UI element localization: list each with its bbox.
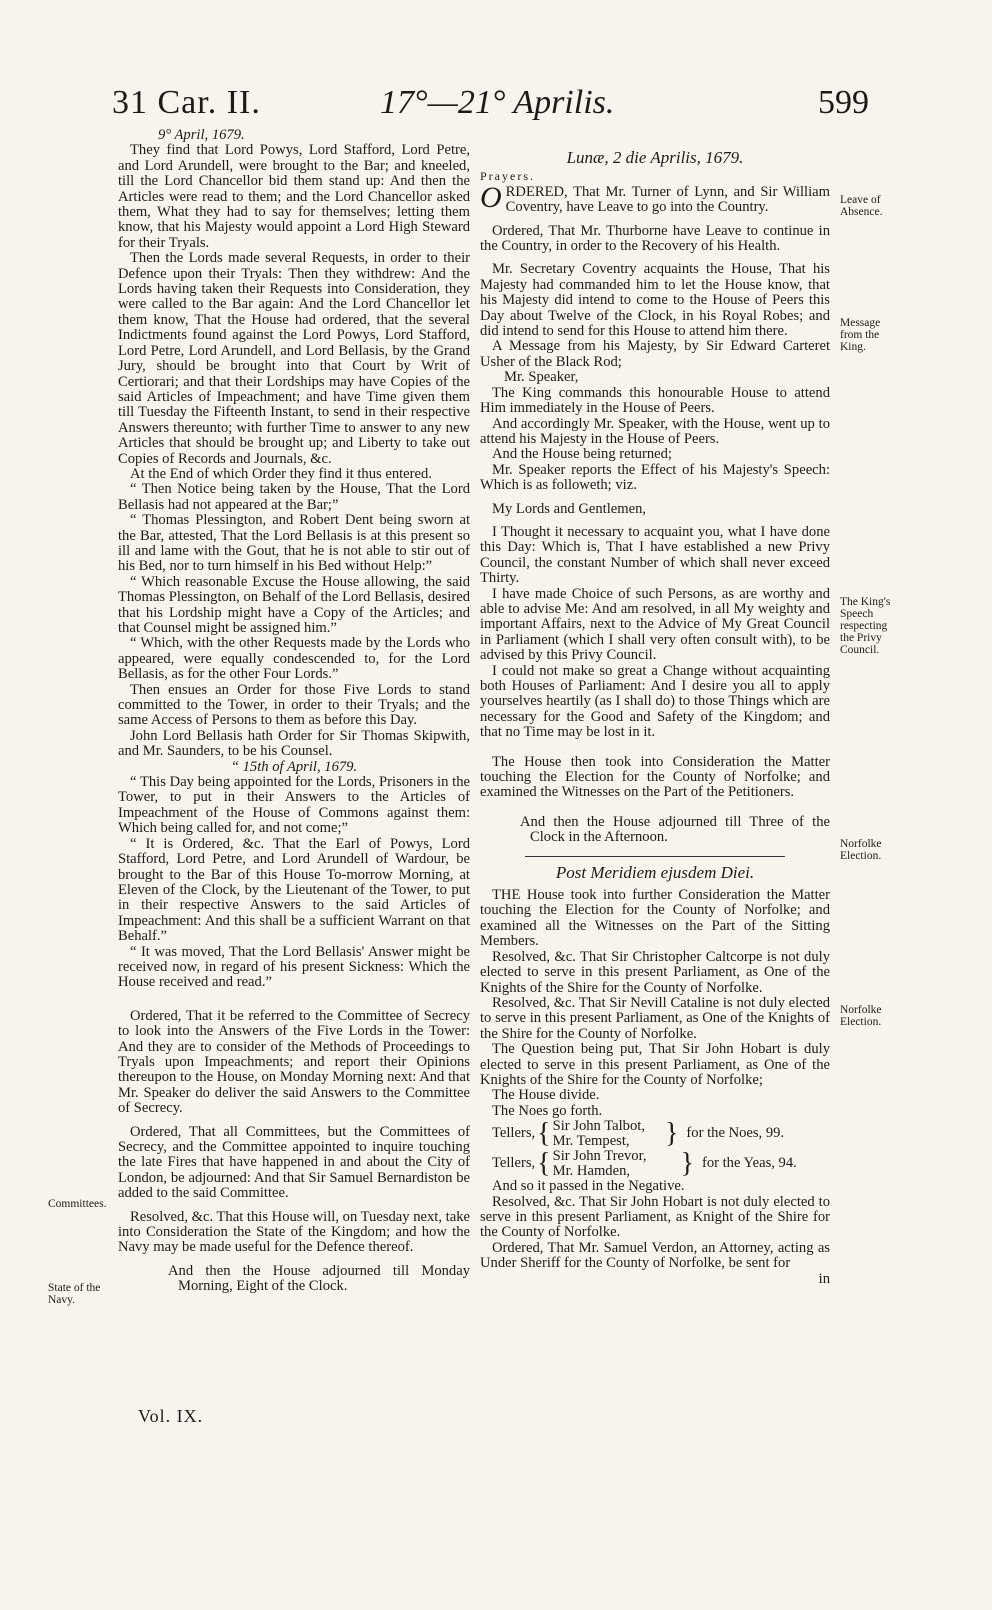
paragraph: And the House being returned;: [492, 446, 672, 463]
quoted-paragraph: “ Which reasonable Excuse the House allowing, the said Thomas Plessington, on Behalf of the Lord Bellasis, desired that his Lordship might have a Copy of the Articles; and that Counsel might be assigned him.”: [118, 573, 470, 636]
paragraph: The House divide.: [492, 1087, 600, 1104]
prayers-label: Prayers.: [480, 169, 535, 184]
order-paragraph: Ordered, That it be referred to the Committee of Secrecy to look into the Answers of the Five Lords in the Tower: And they are to consider of the Methods of Proceedings to Tryals upon Impeachments; and report their Opinions thereupon to the House, on Monday Morning next: And that Mr. Speaker do deliver the said Answers to the Committee of Secrecy.: [118, 1007, 470, 1117]
paragraph: The King commands this honourable House to attend Him immediately in the House of Peers.: [480, 384, 830, 417]
order-paragraph: Ordered, That Mr. Samuel Verdon, an Attorney, acting as Under Sheriff for the County of Norfolke, be sent for: [480, 1239, 830, 1272]
teller-name: Mr. Tempest,: [552, 1133, 630, 1150]
teller-name: Sir John Trevor,: [552, 1148, 647, 1165]
paragraph: At the End of which Order they find it thus entered.: [130, 465, 432, 482]
left-column: [118, 128, 470, 1295]
paragraph: The House then took into Consideration the Matter touching the Election for the County of Norfolke; and examined the Witnesses on the Part of the Petitioners.: [480, 753, 830, 801]
running-head-left: 31 Car. II.: [112, 84, 261, 121]
teller-names: [553, 1119, 645, 1149]
paragraph: Mr. Secretary Coventry acquaints the House, That his Majesty had commanded him to let the House know, that his Majesty did intend to come to the House of Peers this Day about Twelve of the Clock, in his Royal Robes; and did intend to send for this House to attend him there.: [480, 261, 830, 340]
resolution-paragraph: Resolved, &c. That this House will, on Tuesday next, take into Consideration the State of the Kingdom; and how the Navy may be made useful for the Defence thereof.: [118, 1208, 470, 1256]
adjournment: And then the House adjourned till Monday Morning, Eight of the Clock.: [168, 1262, 470, 1295]
drop-capital: O: [480, 180, 502, 214]
speech-paragraph: I have made Choice of such Persons, as are worthy and able to advise Me: And am resolved, in all My weighty and important Affairs, next to the Advice of My Great Council in Parliament (which I shall very often consult with), to be advised by this Privy Council.: [480, 585, 830, 664]
order-leave-text: RDERED, That Mr. Turner of Lynn, and Sir William Coventry, have Leave to go into the Country.: [505, 183, 830, 216]
resolution-paragraph: Resolved, &c. That Sir John Hobart is not duly elected to serve in this present Parliament, as Knight of the Shire for the County of Norfolke.: [480, 1193, 830, 1241]
tellers-yeas: [492, 1149, 830, 1179]
quoted-paragraph: “ It is Ordered, &c. That the Earl of Powys, Lord Stafford, Lord Petre, and Lord Arundell of Wardour, be brought to the Bar of this House To-morrow Morning, at Eleven of the Clock, by the Lieutenant of the Tower, to put in their respective Answers to the said Articles of Impeachment: And this shall be a sufficient Warrant on that Behalf.”: [118, 835, 470, 945]
quoted-paragraph: “ Then Notice being taken by the House, That the Lord Bellasis had not appeared at the Bar;”: [118, 481, 470, 513]
brace-icon: }: [664, 1118, 679, 1150]
resolution-paragraph: Resolved, &c. That Sir Nevill Cataline is not duly elected to serve in this present Parliament, as One of the Knights of the Shire for the County of Norfolke.: [480, 994, 830, 1042]
paragraph: A Message from his Majesty, by Sir Edward Carteret Usher of the Black Rod;: [480, 338, 830, 370]
order-paragraph: Ordered, That all Committees, but the Committees of Secrecy, and the Committee appointed to inquire touching the late Fires that have happened in and about the City of London, be adjourned: And that Sir Samuel Bernardiston be added to the said Committee.: [118, 1123, 470, 1202]
tellers-label: Tellers,: [492, 1125, 536, 1142]
speech-paragraph: I could not make so great a Change without acquainting both Houses of Parliament: And I desire you all to apply yourselves heartily (as I shall do) to those Things which are necessary for the Good and Safety of the Kingdom; and that no Time may be lost in it.: [480, 662, 830, 741]
paragraph: John Lord Bellasis hath Order for Sir Thomas Skipwith, and Mr. Saunders, to be his Counsel.: [118, 727, 470, 760]
afternoon-heading: Post Meridiem ejusdem Diei.: [555, 862, 755, 882]
volume-signature: Vol. IX.: [138, 1406, 204, 1426]
margin-note-norfolke: Norfolke Election.: [840, 838, 882, 862]
paragraph: And so it passed in the Negative.: [492, 1178, 685, 1195]
paragraph: THE House took into further Consideration the Matter touching the Election for the County of Norfolke; and examined all the Witnesses on the Part of the Sitting Members.: [480, 887, 830, 950]
running-head-dates: 17°—21° Aprilis.: [380, 84, 615, 121]
margin-note-committees: Committees.: [48, 1198, 107, 1210]
order-leave: [480, 180, 830, 216]
paragraph: Ordered, That Mr. Thurborne have Leave to continue in the Country, in order to the Recovery of his Health.: [480, 222, 830, 255]
teller-names: [553, 1149, 647, 1179]
catchword: in: [818, 1270, 830, 1287]
right-column: [480, 146, 830, 1287]
margin-note-navy: State of the Navy.: [48, 1282, 101, 1306]
speech-salutation: My Lords and Gentlemen,: [492, 500, 647, 517]
quoted-paragraph: “ Which, with the other Requests made by the Lords who appeared, were equally condescended to, for the Lord Bellasis, as for the other Four Lords.”: [118, 635, 470, 683]
day-heading: Lunæ, 2 die Aprilis, 1679.: [566, 148, 744, 167]
quoted-paragraph: “ Thomas Plessington, and Robert Dent being sworn at the Bar, attested, That the Lord Bellasis is at this present so ill and lame with the Gout, that he is not able to stir out of his Bed, nor to turn himself in his Bed without Help:”: [118, 512, 470, 575]
quoted-paragraph: “ This Day being appointed for the Lords, Prisoners in the Tower, to put in their Answers to the Articles of Impeachment of the House of Commons against them: Which being called for, and not come;”: [118, 774, 470, 837]
tellers-noes: [492, 1119, 830, 1149]
brace-icon: }: [680, 1148, 694, 1180]
brace-icon: {: [537, 1118, 551, 1150]
paragraph: The Question being put, That Sir John Hobart is duly elected to serve in this present Parliament, as One of the Knights of the Shire for the County of Norfolke;: [480, 1041, 830, 1088]
vote-result: for the Yeas, 94.: [701, 1155, 797, 1172]
resolution-paragraph: Resolved, &c. That Sir Christopher Caltcorpe is not duly elected to serve in this present Parliament, as One of the Knights of the Shire for the County of Norfolke.: [480, 948, 830, 996]
paragraph: They find that Lord Powys, Lord Stafford, Lord Petre, and Lord Arundell, were brought to the Bar; and kneeled, till the Lord Chancellor bid them stand up: And then the Articles were read to them; and the Lord Chancellor asked them, What they had to say for themselves; letting them know, that his Majesty would appoint a Lord High Steward for their Tryals.: [118, 142, 470, 251]
paragraph: Then the Lords made several Requests, in order to their Defence upon their Tryals: Then they withdrew: And the Lords having taken their Requests into Consideration, they were called to the Bar again: And the Lord Chancellor let them know, That the House had ordered, that the several Indictments found against the Lord Powys, Lord Stafford, Lord Petre, Lord Arundell, and Lord Bellasis, by the Grand Jury, should be brought into that Court by Writ of Certiorari; and that their Lordships may have Copies of the said Articles of Impeachment; and have Time given them till Tuesday the Fifteenth Instant, to send in their respective Answers thereunto; with further Time to answer to any new Articles that should be brought up; and Liberty to take out Copies of Records and Journals, &c.: [118, 250, 470, 467]
margin-note-norfolke: Norfolke Election.: [840, 1004, 882, 1028]
date-heading: “ 15th of April, 1679.: [230, 758, 358, 775]
paragraph: The Noes go forth.: [492, 1102, 603, 1119]
brace-icon: {: [537, 1148, 551, 1180]
paragraph: Mr. Speaker,: [504, 369, 579, 386]
margin-note-leave: Leave of Absence.: [840, 194, 883, 218]
quoted-paragraph: “ It was moved, That the Lord Bellasis' Answer might be received now, in regard of his present Sickness: Which the House received and read.”: [118, 943, 470, 991]
adjournment: And then the House adjourned till Three of the Clock in the Afternoon.: [520, 813, 830, 846]
margin-note-speech: The King's Speech respecting the Privy Council.: [840, 596, 891, 656]
date-heading: 9° April, 1679.: [158, 127, 245, 143]
vote-result: for the Noes, 99.: [686, 1125, 785, 1142]
paragraph: And accordingly Mr. Speaker, with the House, went up to attend his Majesty in the House of Peers.: [480, 415, 830, 447]
tellers-label: Tellers,: [492, 1155, 536, 1172]
speech-paragraph: I Thought it necessary to acquaint you, what I have done this Day: Which is, That I have established a new Privy Council, the constant Number of which shall never exceed Thirty.: [480, 523, 830, 587]
section-divider: [525, 856, 785, 857]
teller-name: Sir John Talbot,: [552, 1118, 645, 1135]
paragraph: Mr. Speaker reports the Effect of his Majesty's Speech: Which is as followeth; viz.: [480, 461, 830, 494]
margin-note-message: Message from the King.: [840, 317, 881, 353]
paragraph: Then ensues an Order for those Five Lords to stand committed to the Tower, in order to their Tryals; and the same Access of Persons to them as before this Day.: [118, 681, 470, 729]
teller-name: Mr. Hamden,: [552, 1163, 631, 1180]
page-number: 599: [818, 84, 869, 121]
